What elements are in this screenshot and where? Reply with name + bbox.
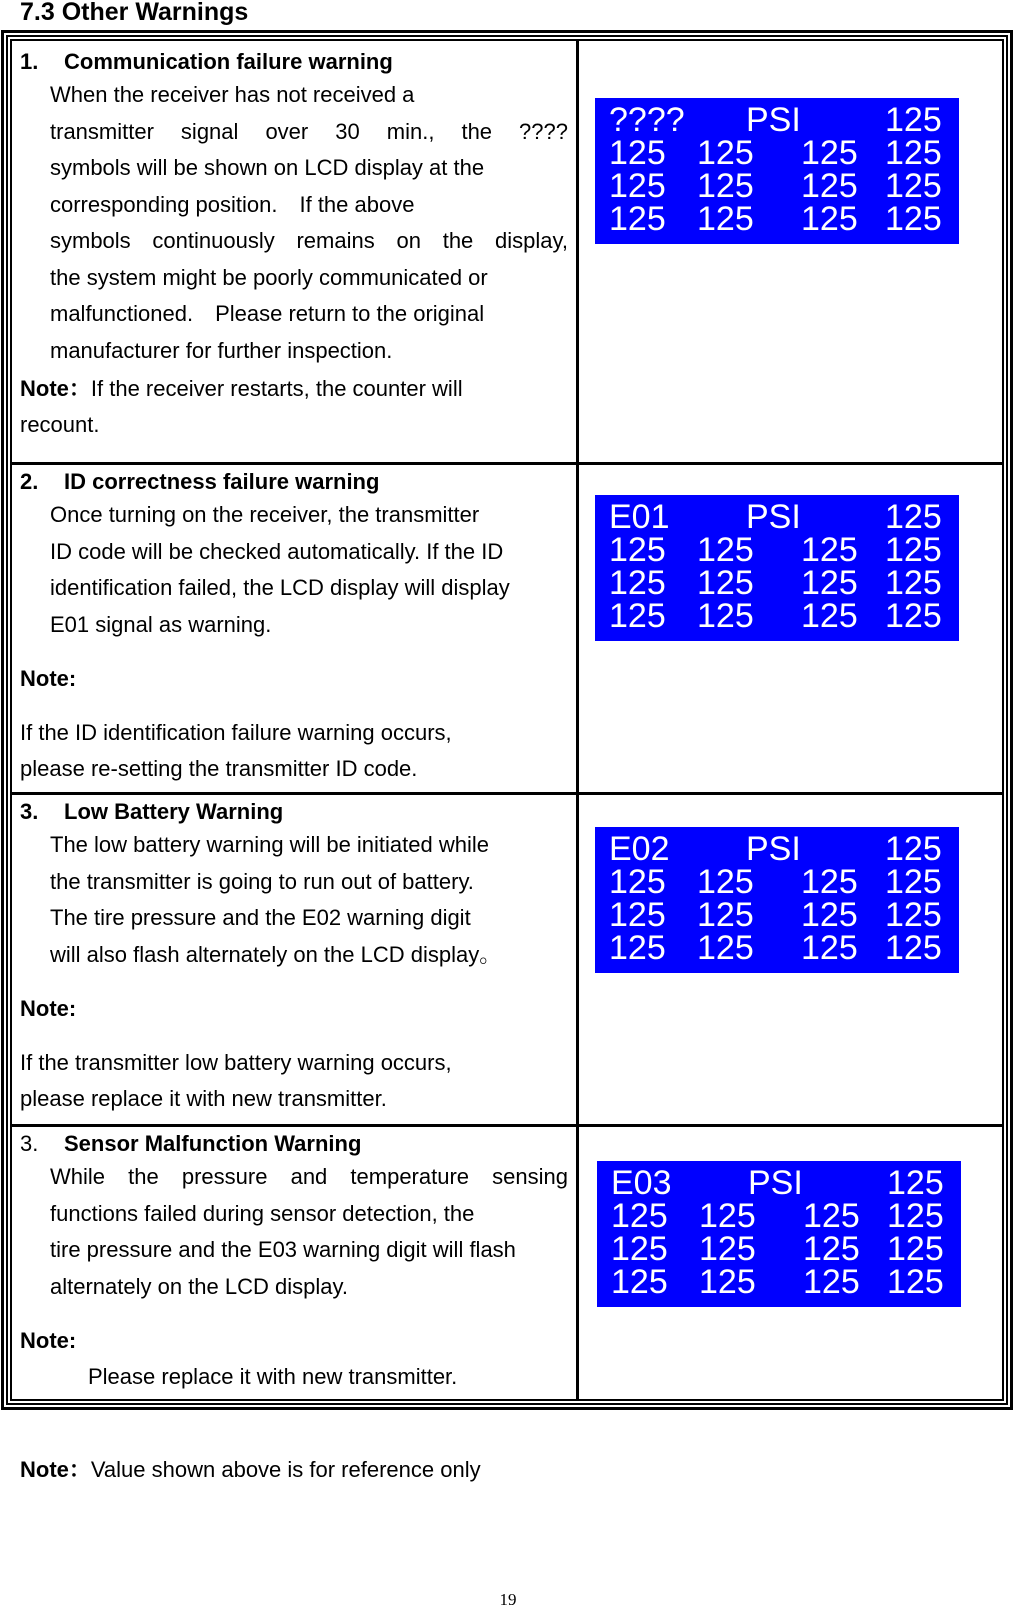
footer-note-text: Value shown above is for reference only [90,1457,481,1482]
warning-row-low-battery [12,792,1002,1124]
lcd-value: 125 [885,896,942,934]
lcd-value: 125 [697,200,754,238]
body-line: will also flash alternately on the LCD display。 [50,941,502,967]
warning-description-cell [12,795,579,1124]
warning-body [50,1159,568,1305]
lcd-example-cell [579,795,1002,1124]
body-line: symbols continuously remains on the display, [50,228,568,253]
warning-heading [20,1129,568,1159]
lcd-value: 125 [887,1197,944,1235]
lcd-code: E02 [609,830,670,868]
lcd-example-cell [579,1127,1002,1399]
lcd-value: 125 [609,200,666,238]
body-line: tire pressure and the E03 warning digit will flash [50,1237,516,1262]
lcd-value: 125 [803,1263,860,1301]
lcd-unit: PSI [746,498,801,536]
lcd-value: 125 [609,564,666,602]
lcd-value: 125 [611,1263,668,1301]
lcd-value: 125 [887,1164,944,1202]
warning-description-cell [12,41,579,462]
note-text: If the receiver restarts, the counter will [90,376,463,401]
lcd-unit: PSI [746,101,801,139]
body-line: ID code will be checked automatically. If the ID [50,538,504,564]
lcd-value: 125 [885,134,942,172]
lcd-code: ???? [609,101,685,139]
warning-body [50,77,568,369]
lcd-value: 125 [699,1230,756,1268]
warnings-table [10,39,1004,1401]
warning-description-cell [12,465,579,792]
lcd-value: 125 [801,134,858,172]
lcd-value: 125 [697,531,754,569]
body-line: functions failed during sensor detection, the [50,1200,475,1226]
lcd-value: 125 [609,929,666,967]
lcd-display [597,1161,961,1307]
lcd-display [595,98,959,244]
warning-row-sensor-malfunction [12,1124,1002,1399]
note-label: Note: [20,666,77,691]
body-line: symbols will be shown on LCD display at the [50,155,485,180]
lcd-value: 125 [885,830,942,868]
warning-heading [20,797,568,827]
lcd-value: 125 [885,929,942,967]
body-line: E01 signal as warning. [50,611,272,637]
lcd-value: 125 [885,498,942,536]
body-line: identification failed, the LCD display will display [50,575,510,600]
lcd-value: 125 [697,134,754,172]
lcd-value: 125 [697,564,754,602]
warning-body [50,827,568,973]
warning-heading [20,47,568,77]
lcd-value: 125 [697,863,754,901]
lcd-code: E01 [609,498,670,536]
note-text-continued: recount. [20,412,100,437]
lcd-example-cell [579,465,1002,792]
body-line: the system might be poorly communicated or [50,264,488,290]
lcd-value: 125 [885,101,942,139]
body-line: When the receiver has not received a [50,82,415,107]
note-text-continued: please re-setting the transmitter ID code. [20,756,418,781]
lcd-value: 125 [609,896,666,934]
lcd-value: 125 [801,564,858,602]
lcd-value: 125 [801,167,858,205]
warning-heading [20,467,568,497]
warning-title: Sensor Malfunction Warning [64,1131,362,1156]
lcd-unit: PSI [746,830,801,868]
lcd-value: 125 [801,896,858,934]
lcd-value: 125 [801,597,858,635]
body-line: corresponding position. If the above [50,191,415,217]
footer-note [20,1455,481,1485]
warning-row-communication [12,41,1002,462]
lcd-value: 125 [801,863,858,901]
lcd-value: 125 [885,200,942,238]
lcd-value: 125 [697,597,754,635]
lcd-value: 125 [609,863,666,901]
lcd-display [595,495,959,641]
lcd-value: 125 [803,1197,860,1235]
lcd-value: 125 [609,597,666,635]
warning-number: 3. [20,799,39,824]
lcd-value: 125 [801,200,858,238]
body-line: the transmitter is going to run out of battery. [50,868,474,894]
note-label: Note： [20,376,91,401]
body-line: The low battery warning will be initiated while [50,832,489,857]
lcd-value: 125 [885,167,942,205]
body-line: manufacturer for further inspection. [50,337,393,363]
lcd-value: 125 [609,167,666,205]
body-line: malfunctioned. Please return to the original [50,301,485,326]
note-text: If the ID identification failure warning occurs, [20,720,452,745]
lcd-value: 125 [887,1230,944,1268]
body-line: alternately on the LCD display. [50,1273,348,1299]
lcd-value: 125 [801,531,858,569]
lcd-value: 125 [697,896,754,934]
warning-number: 1. [20,49,39,74]
warning-title: Low Battery Warning [64,799,284,824]
lcd-value: 125 [611,1230,668,1268]
warning-description-cell [12,1127,579,1399]
lcd-value: 125 [885,597,942,635]
body-line: The tire pressure and the E02 warning digit [50,905,471,930]
note-text: Please replace it with new transmitter. [88,1364,458,1389]
footer-note-label: Note： [20,1457,91,1482]
note-text: If the transmitter low battery warning occurs, [20,1050,452,1075]
lcd-value: 125 [885,564,942,602]
note-label: Note: [20,1328,77,1353]
lcd-value: 125 [697,929,754,967]
warning-title: ID correctness failure warning [64,469,380,494]
warning-note [20,371,568,407]
body-line: Once turning on the receiver, the transmitter [50,502,480,527]
lcd-display [595,827,959,973]
lcd-value: 125 [885,863,942,901]
lcd-value: 125 [697,167,754,205]
warning-number: 2. [20,469,39,494]
warning-title: Communication failure warning [64,49,393,74]
lcd-value: 125 [887,1263,944,1301]
lcd-value: 125 [699,1263,756,1301]
lcd-value: 125 [803,1230,860,1268]
note-label: Note: [20,996,77,1021]
lcd-value: 125 [885,531,942,569]
lcd-value: 125 [801,929,858,967]
lcd-value: 125 [611,1197,668,1235]
body-line: While the pressure and temperature sensing [50,1164,568,1189]
note-text-continued: please replace it with new transmitter. [20,1086,387,1111]
lcd-value: 125 [609,134,666,172]
warning-number: 3. [20,1131,39,1156]
lcd-value: 125 [699,1197,756,1235]
section-title: 7.3 Other Warnings [20,0,249,26]
warning-row-id-correctness [12,462,1002,792]
body-line: transmitter signal over 30 min., the ???? [50,118,568,144]
lcd-example-cell [579,41,1002,462]
page-number: 19 [499,1590,517,1609]
lcd-code: E03 [611,1164,672,1202]
lcd-unit: PSI [748,1164,803,1202]
warning-body [50,497,568,643]
lcd-value: 125 [609,531,666,569]
